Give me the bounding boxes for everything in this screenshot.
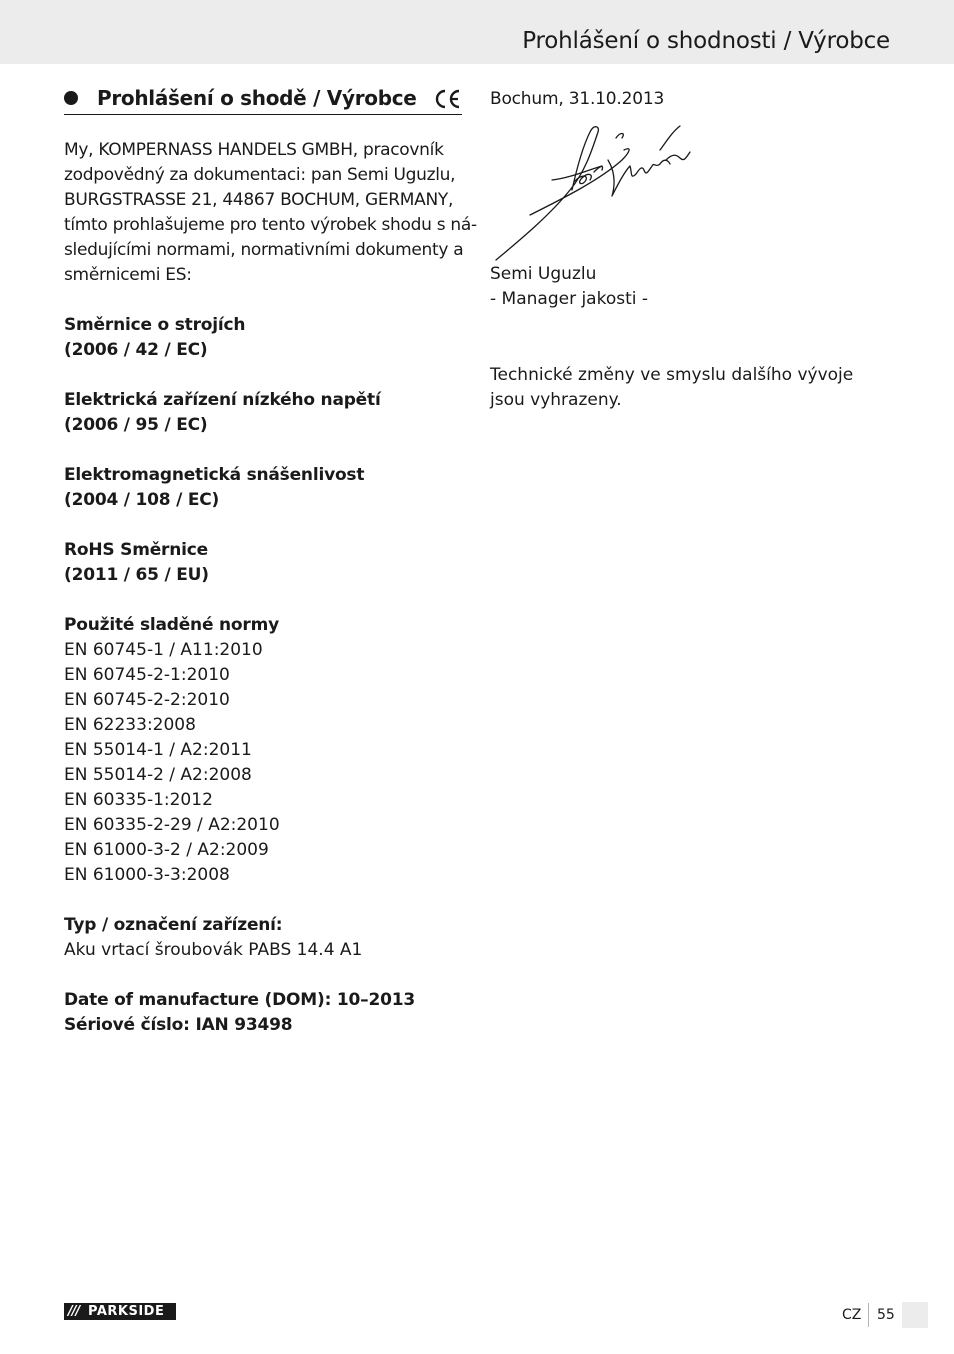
- note-line: Technické změny ve smyslu dalšího vývoje: [490, 365, 854, 385]
- intro-line: směrnicemi ES:: [64, 265, 192, 285]
- standard-item: EN 60745-2-2:2010: [64, 690, 230, 710]
- section-heading: [64, 84, 462, 115]
- technical-note: [490, 363, 853, 413]
- language-code: CZ: [842, 1307, 862, 1323]
- device-type-value: Aku vrtací šroubovák PABS 14.4 A1: [64, 940, 363, 960]
- directive-machinery: [64, 313, 462, 363]
- standard-item: EN 61000-3-3:2008: [64, 865, 230, 885]
- standard-item: EN 55014-2 / A2:2008: [64, 765, 252, 785]
- intro-line: My, KOMPERNASS HANDELS GMBH, pracovník: [64, 140, 444, 160]
- parkside-logo: [64, 1303, 176, 1320]
- section-heading-text: Prohlášení o shodě / Výrobce: [97, 86, 417, 110]
- serial-number: Sériové číslo: IAN 93498: [64, 1015, 293, 1035]
- signer-name: Semi Uguzlu: [490, 264, 597, 284]
- date-of-manufacture: Date of manufacture (DOM): 10–2013: [64, 990, 415, 1010]
- standard-item: EN 55014-1 / A2:2011: [64, 740, 252, 760]
- place-date: Bochum, 31.10.2013: [490, 89, 665, 109]
- directive-rohs: [64, 538, 462, 588]
- directive-name: RoHS Směrnice: [64, 540, 208, 560]
- directive-code: (2006 / 95 / EC): [64, 415, 208, 435]
- ce-mark-icon: [434, 89, 462, 109]
- intro-paragraph: [64, 138, 477, 288]
- device-type-heading: Typ / označení zařízení:: [64, 915, 283, 935]
- note-line: jsou vyhrazeny.: [490, 390, 622, 410]
- manufacture-info: [64, 988, 462, 1038]
- signer-role: - Manager jakosti -: [490, 289, 649, 309]
- device-type: [64, 913, 462, 963]
- standard-item: EN 60745-1 / A11:2010: [64, 640, 263, 660]
- right-column: [490, 87, 870, 112]
- directive-name: Elektrická zařízení nízkého napětí: [64, 390, 381, 410]
- bullet-icon: [64, 91, 78, 105]
- page-number: 55: [877, 1307, 895, 1323]
- standard-item: EN 60335-1:2012: [64, 790, 213, 810]
- intro-line: tímto prohlašujeme pro tento výrobek shodu s ná-: [64, 215, 477, 235]
- standard-item: EN 60335-2-29 / A2:2010: [64, 815, 280, 835]
- directive-code: (2004 / 108 / EC): [64, 490, 220, 510]
- page-title: Prohlášení o shodnosti / Výrobce: [522, 28, 890, 54]
- footer-divider: [868, 1303, 869, 1327]
- directive-name: Směrnice o strojích: [64, 315, 246, 335]
- page-header: [0, 0, 954, 64]
- left-column: [64, 84, 477, 1038]
- intro-line: BURGSTRASSE 21, 44867 BOCHUM, GERMANY,: [64, 190, 454, 210]
- directive-emc: [64, 463, 462, 513]
- directive-name: Elektromagnetická snášenlivost: [64, 465, 365, 485]
- directive-code: (2006 / 42 / EC): [64, 340, 208, 360]
- handwritten-signature-icon: [490, 120, 700, 265]
- standard-item: EN 61000-3-2 / A2:2009: [64, 840, 269, 860]
- directive-code: (2011 / 65 / EU): [64, 565, 209, 585]
- standards-heading: Použité sladěné normy: [64, 615, 279, 635]
- standards-list: [64, 613, 462, 888]
- intro-line: sledujícími normami, normativními dokumenty a: [64, 240, 464, 260]
- logo-slashes: ///: [68, 1304, 80, 1319]
- standard-item: EN 62233:2008: [64, 715, 196, 735]
- standard-item: EN 60745-2-1:2010: [64, 665, 230, 685]
- logo-brand: PARKSIDE: [88, 1304, 165, 1319]
- intro-line: zodpovědný za dokumentaci: pan Semi Uguzlu,: [64, 165, 456, 185]
- directive-low-voltage: [64, 388, 462, 438]
- page-tab-box: [902, 1302, 928, 1328]
- signer-block: [490, 262, 648, 312]
